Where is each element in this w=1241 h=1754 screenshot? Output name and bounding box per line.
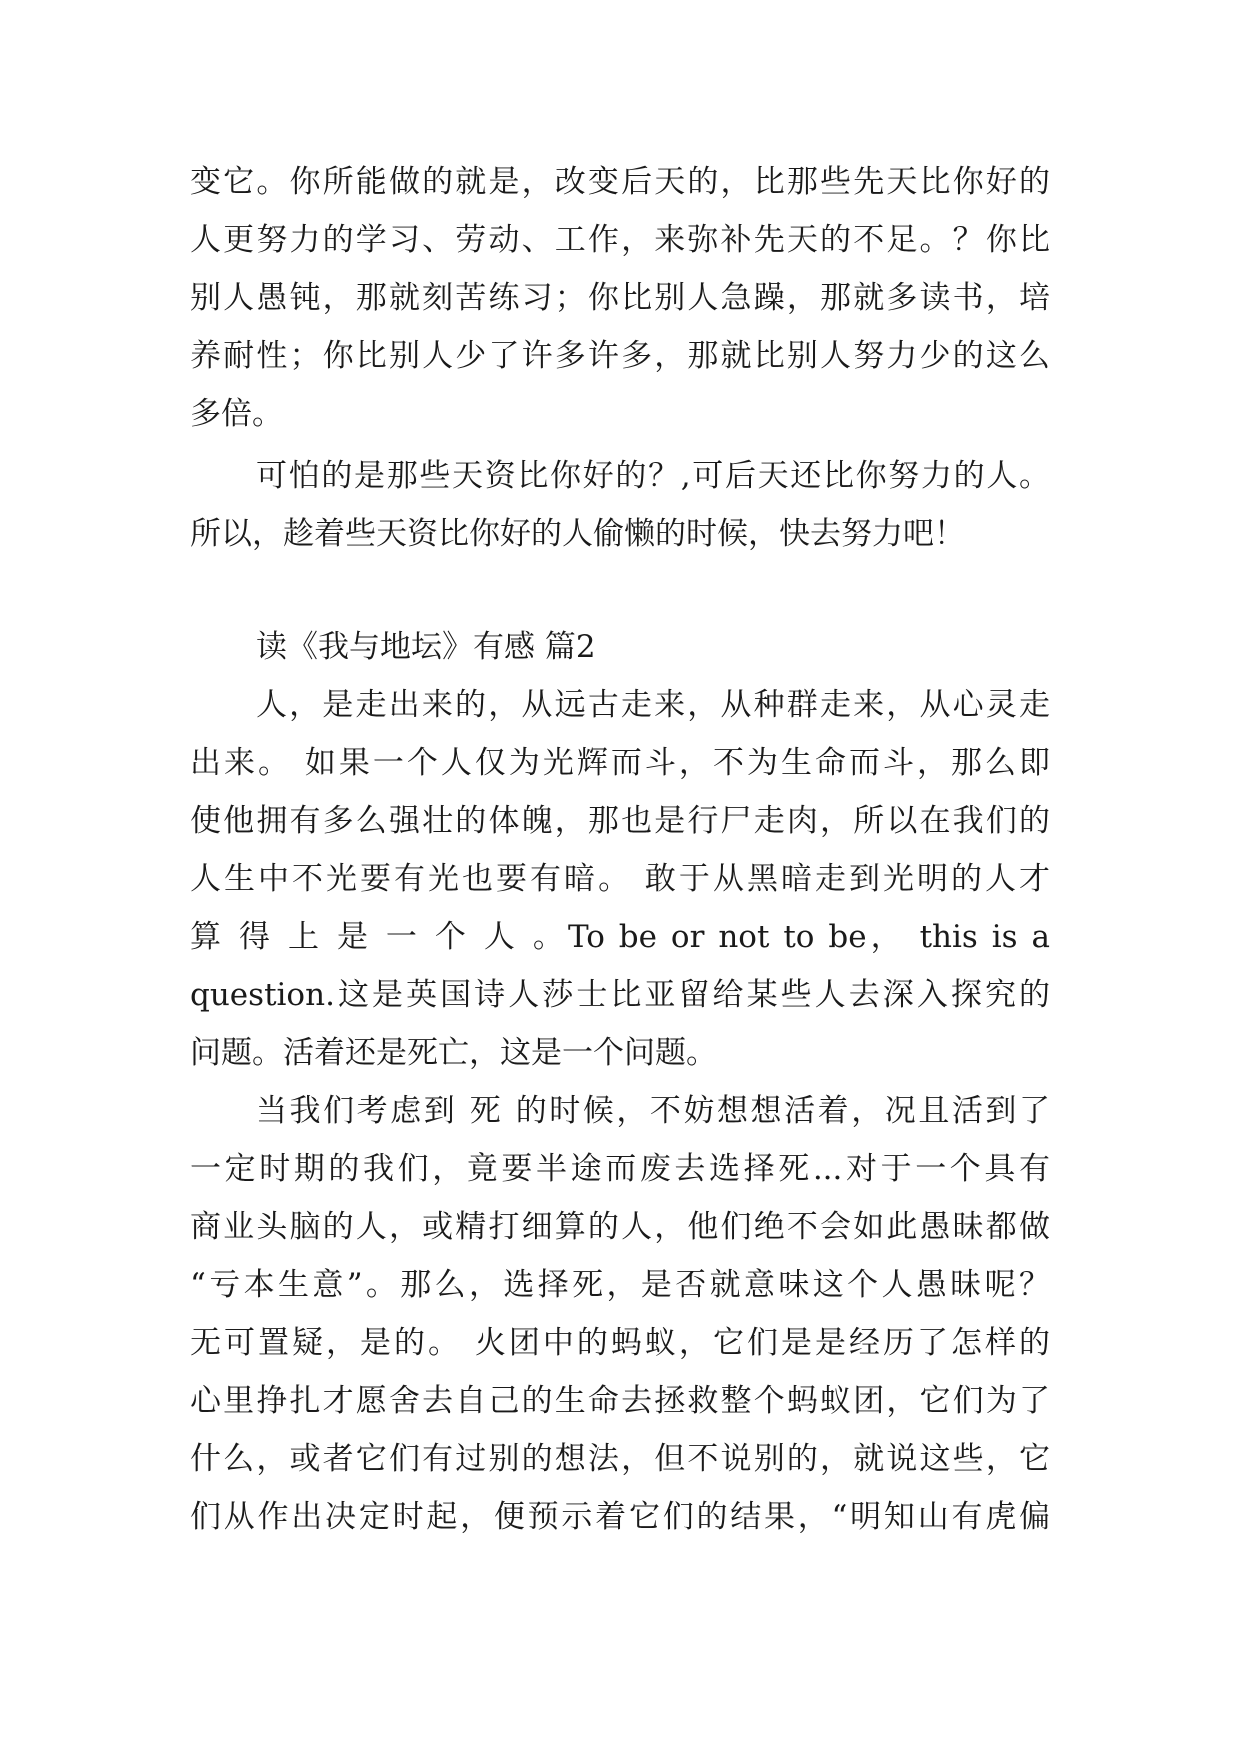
section-paragraph-2-line-1: 当我们考虑到 死 的时候，不妨想想活着，况且活到了	[256, 1093, 1050, 1129]
paragraph-2-line-2: 所以，趁着些天资比你好的人偷懒的时候，快去努力吧！	[190, 516, 965, 552]
section-paragraph-1-line-5: 算 得 上 是 一 个 人 。To be or not to be， this is a	[190, 919, 1050, 955]
section-paragraph-2-line-2: 一定时期的我们，竟要半途而废去选择死...对于一个具有	[190, 1151, 1050, 1187]
section-paragraph-1-line-7: 问题。活着还是死亡，这是一个问题。	[190, 1035, 717, 1071]
paragraph-2-line-1: 可怕的是那些天资比你好的？,可后天还比你努力的人。	[256, 458, 1050, 494]
section-paragraph-2-line-5: 无可置疑，是的。 火团中的蚂蚁，它们是是经历了怎样的	[190, 1325, 1050, 1361]
section-paragraph-2-line-7: 什么，或者它们有过别的想法，但不说别的，就说这些，它	[190, 1441, 1050, 1477]
paragraph-1-line-4: 养耐性；你比别人少了许多许多，那就比别人努力少的这么	[190, 338, 1050, 374]
section-paragraph-1-line-3: 使他拥有多么强壮的体魄，那也是行尸走肉，所以在我们的	[190, 803, 1050, 839]
section-paragraph-2-line-6: 心里挣扎才愿舍去自己的生命去拯救整个蚂蚁团，它们为了	[190, 1383, 1050, 1419]
section-paragraph-1-line-6: question.这是英国诗人莎士比亚留给某些人去深入探究的	[190, 977, 1050, 1013]
paragraph-1-line-5: 多倍。	[190, 396, 283, 432]
section-paragraph-2-line-3: 商业头脑的人，或精打细算的人，他们绝不会如此愚昧都做	[190, 1209, 1050, 1245]
paragraph-1-line-2: 人更努力的学习、劳动、工作，来弥补先天的不足。？你比	[190, 222, 1050, 258]
paragraph-1-line-3: 别人愚钝，那就刻苦练习；你比别人急躁，那就多读书，培	[190, 280, 1050, 316]
paragraph-1-line-1: 变它。你所能做的就是，改变后天的，比那些先天比你好的	[190, 164, 1050, 200]
section-heading: 读《我与地坛》有感 篇2	[256, 629, 596, 665]
section-paragraph-1-line-2: 出来。 如果一个人仅为光辉而斗，不为生命而斗，那么即	[190, 745, 1050, 781]
section-paragraph-1-line-4: 人生中不光要有光也要有暗。 敢于从黑暗走到光明的人才	[190, 861, 1050, 897]
section-paragraph-2-line-4: “亏本生意”。那么，选择死，是否就意味这个人愚昧呢？	[190, 1267, 1050, 1303]
section-paragraph-2-line-8: 们从作出决定时起，便预示着它们的结果，“明知山有虎偏	[190, 1499, 1050, 1535]
section-paragraph-1-line-1: 人，是走出来的，从远古走来，从种群走来，从心灵走	[256, 687, 1050, 723]
